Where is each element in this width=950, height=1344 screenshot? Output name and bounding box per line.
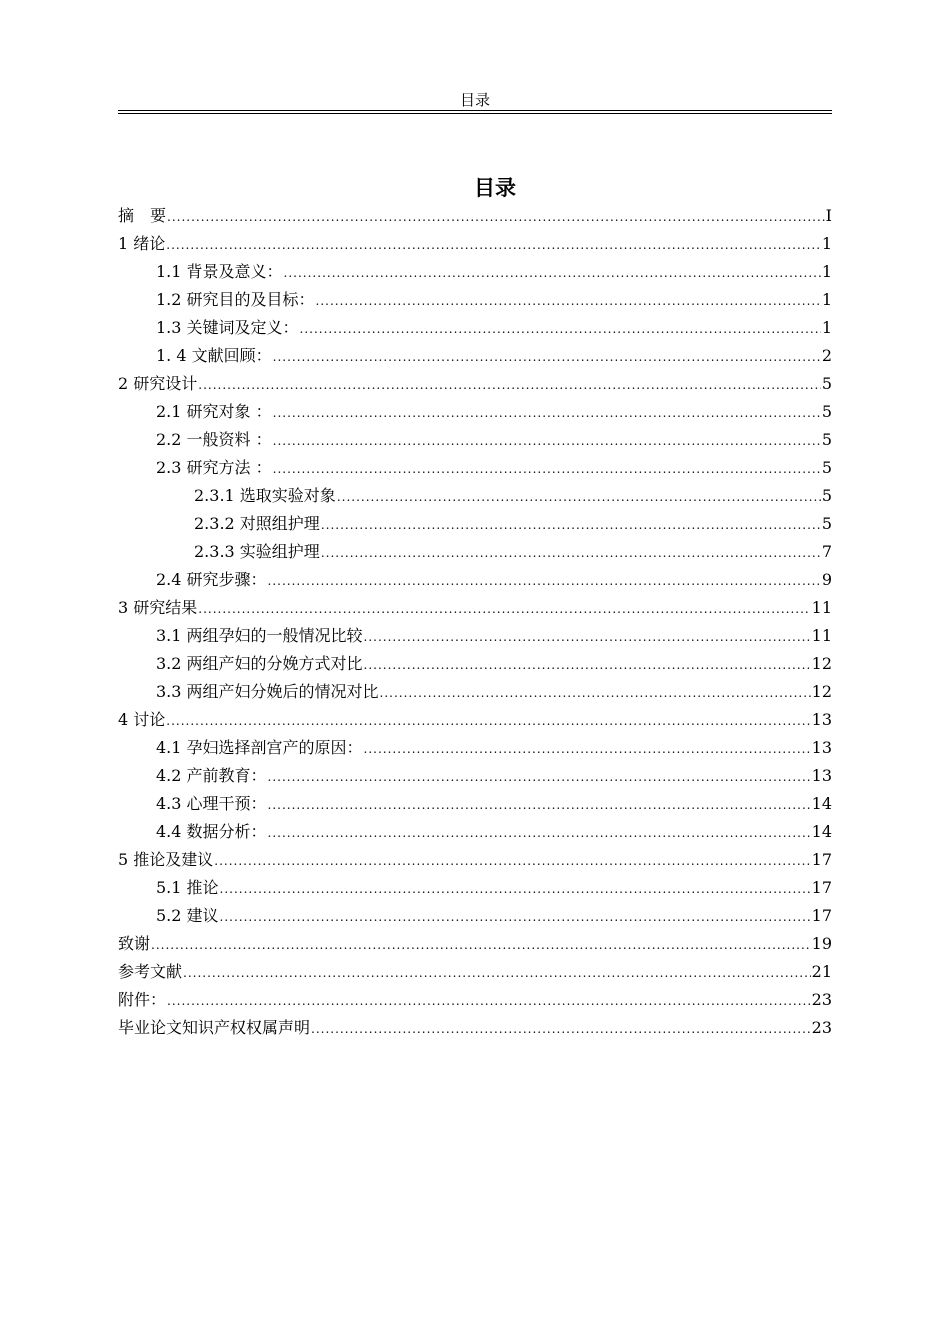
toc-entry-page-number: 5 (821, 486, 832, 505)
toc-entry[interactable] (118, 202, 832, 230)
toc-dot-leader (273, 427, 821, 454)
toc-entry[interactable] (118, 566, 832, 594)
toc-entry-page-number: 11 (811, 598, 832, 617)
toc-entry-label: 3 研究结果 (118, 598, 198, 617)
toc-entry[interactable] (118, 258, 832, 286)
toc-entry[interactable] (118, 902, 832, 930)
toc-dot-leader (166, 231, 821, 258)
toc-dot-leader (268, 567, 821, 594)
toc-dot-leader (273, 399, 821, 426)
toc-dot-leader (268, 763, 811, 790)
toc-dot-leader (284, 259, 821, 286)
toc-entry[interactable] (118, 650, 832, 678)
toc-entry-page-number: 14 (811, 822, 832, 841)
toc-entry-label: 2.3.3 实验组护理 (194, 542, 320, 561)
toc-entry-page-number: 1 (821, 290, 832, 309)
toc-entry-page-number: 11 (811, 626, 832, 645)
toc-entry-label: 3.2 两组产妇的分娩方式对比 (156, 654, 363, 673)
toc-entry-label: 1.3 关键词及定义： (156, 318, 299, 337)
toc-entry-page-number: 13 (811, 738, 832, 757)
toc-entry[interactable] (118, 762, 832, 790)
table-of-contents (118, 202, 832, 1042)
toc-entry-page-number: 1 (821, 262, 832, 281)
toc-entry[interactable] (118, 818, 832, 846)
toc-entry-page-number: 5 (821, 374, 832, 393)
toc-dot-leader (167, 203, 825, 230)
toc-entry[interactable] (118, 426, 832, 454)
toc-entry-label: 毕业论文知识产权权属声明 (118, 1018, 311, 1037)
toc-entry[interactable] (118, 846, 832, 874)
toc-entry-label: 2.2 一般资料 ： (156, 430, 272, 449)
toc-entry-page-number: I (825, 206, 832, 225)
toc-entry-label: 2 研究设计 (118, 374, 198, 393)
toc-entry[interactable] (118, 370, 832, 398)
toc-entry[interactable] (118, 986, 832, 1014)
toc-dot-leader (321, 511, 821, 538)
toc-entry-label: 4.3 心理干预： (156, 794, 267, 813)
toc-entry[interactable] (118, 622, 832, 650)
toc-entry[interactable] (118, 510, 832, 538)
toc-entry-label: 5 推论及建议 (118, 850, 214, 869)
toc-entry-page-number: 13 (811, 710, 832, 729)
toc-entry[interactable] (118, 734, 832, 762)
toc-dot-leader (364, 651, 811, 678)
toc-entry-label: 5.1 推论 (156, 878, 219, 897)
toc-entry-label: 1.1 背景及意义： (156, 262, 283, 281)
toc-entry-label: 1 绪论 (118, 234, 166, 253)
toc-entry-label: 1. 4 文献回顾： (156, 346, 272, 365)
toc-entry-label: 2.3.1 选取实验对象 (194, 486, 336, 505)
toc-entry[interactable] (118, 342, 832, 370)
toc-entry-label: 4 讨论 (118, 710, 166, 729)
toc-dot-leader (273, 343, 821, 370)
page-header: 目录 (459, 91, 490, 109)
toc-dot-leader (198, 595, 810, 622)
toc-entry-page-number: 17 (811, 850, 832, 869)
toc-entry-page-number: 5 (821, 458, 832, 477)
toc-entry[interactable] (118, 706, 832, 734)
toc-entry-page-number: 21 (811, 962, 832, 981)
toc-dot-leader (198, 371, 821, 398)
toc-entry-label: 参考文献 (118, 962, 183, 981)
toc-entry-page-number: 14 (811, 794, 832, 813)
toc-dot-leader (380, 679, 811, 706)
toc-dot-leader (311, 1015, 811, 1042)
toc-entry-label: 附件： (118, 990, 167, 1009)
toc-entry-page-number: 23 (811, 990, 832, 1009)
toc-dot-leader (166, 707, 810, 734)
toc-entry-label: 2.4 研究步骤： (156, 570, 267, 589)
toc-entry[interactable] (118, 286, 832, 314)
toc-dot-leader (220, 903, 811, 930)
toc-entry-label: 4.1 孕妇选择剖宫产的原因： (156, 738, 363, 757)
toc-entry[interactable] (118, 538, 832, 566)
toc-entry-page-number: 17 (811, 906, 832, 925)
toc-dot-leader (337, 483, 821, 510)
header-divider (118, 110, 832, 114)
toc-entry-label: 2.1 研究对象 ： (156, 402, 272, 421)
toc-entry[interactable] (118, 678, 832, 706)
toc-dot-leader (268, 791, 811, 818)
toc-dot-leader (300, 315, 821, 342)
toc-dot-leader (364, 623, 811, 650)
toc-entry-label: 1.2 研究目的及目标： (156, 290, 315, 309)
toc-entry-label: 4.2 产前教育： (156, 766, 267, 785)
toc-entry[interactable] (118, 874, 832, 902)
toc-entry[interactable] (118, 230, 832, 258)
toc-entry[interactable] (118, 482, 832, 510)
toc-entry[interactable] (118, 1014, 832, 1042)
toc-entry-page-number: 5 (821, 430, 832, 449)
toc-dot-leader (316, 287, 821, 314)
toc-entry-label: 2.3.2 对照组护理 (194, 514, 320, 533)
toc-entry-page-number: 9 (821, 570, 832, 589)
toc-entry[interactable] (118, 594, 832, 622)
toc-entry-label: 3.3 两组产妇分娩后的情况对比 (156, 682, 379, 701)
toc-dot-leader (214, 847, 810, 874)
toc-entry-page-number: 1 (821, 318, 832, 337)
toc-entry-page-number: 19 (811, 934, 832, 953)
toc-entry-page-number: 17 (811, 878, 832, 897)
toc-entry-page-number: 12 (811, 654, 832, 673)
toc-entry-label: 致谢 (118, 934, 151, 953)
toc-entry[interactable] (118, 958, 832, 986)
toc-entry-page-number: 13 (811, 766, 832, 785)
toc-entry-label: 5.2 建议 (156, 906, 219, 925)
toc-entry[interactable] (118, 790, 832, 818)
toc-entry-page-number: 5 (821, 402, 832, 421)
toc-entry-page-number: 23 (811, 1018, 832, 1037)
toc-entry-page-number: 7 (821, 542, 832, 561)
toc-entry-label: 3.1 两组孕妇的一般情况比较 (156, 626, 363, 645)
toc-entry-label: 4.4 数据分析： (156, 822, 267, 841)
toc-entry-label: 2.3 研究方法 ： (156, 458, 272, 477)
toc-title: 目录 (474, 176, 516, 200)
toc-entry-page-number: 5 (821, 514, 832, 533)
toc-dot-leader (273, 455, 821, 482)
toc-dot-leader (167, 987, 811, 1014)
toc-entry-label: 摘 要 (118, 206, 167, 225)
toc-entry[interactable] (118, 930, 832, 958)
toc-entry[interactable] (118, 314, 832, 342)
toc-entry-page-number: 12 (811, 682, 832, 701)
toc-dot-leader (151, 931, 811, 958)
toc-dot-leader (364, 735, 811, 762)
toc-dot-leader (268, 819, 811, 846)
toc-entry[interactable] (118, 454, 832, 482)
toc-entry-page-number: 1 (821, 234, 832, 253)
toc-entry[interactable] (118, 398, 832, 426)
toc-dot-leader (321, 539, 821, 566)
toc-dot-leader (220, 875, 811, 902)
toc-dot-leader (183, 959, 811, 986)
toc-entry-page-number: 2 (821, 346, 832, 365)
